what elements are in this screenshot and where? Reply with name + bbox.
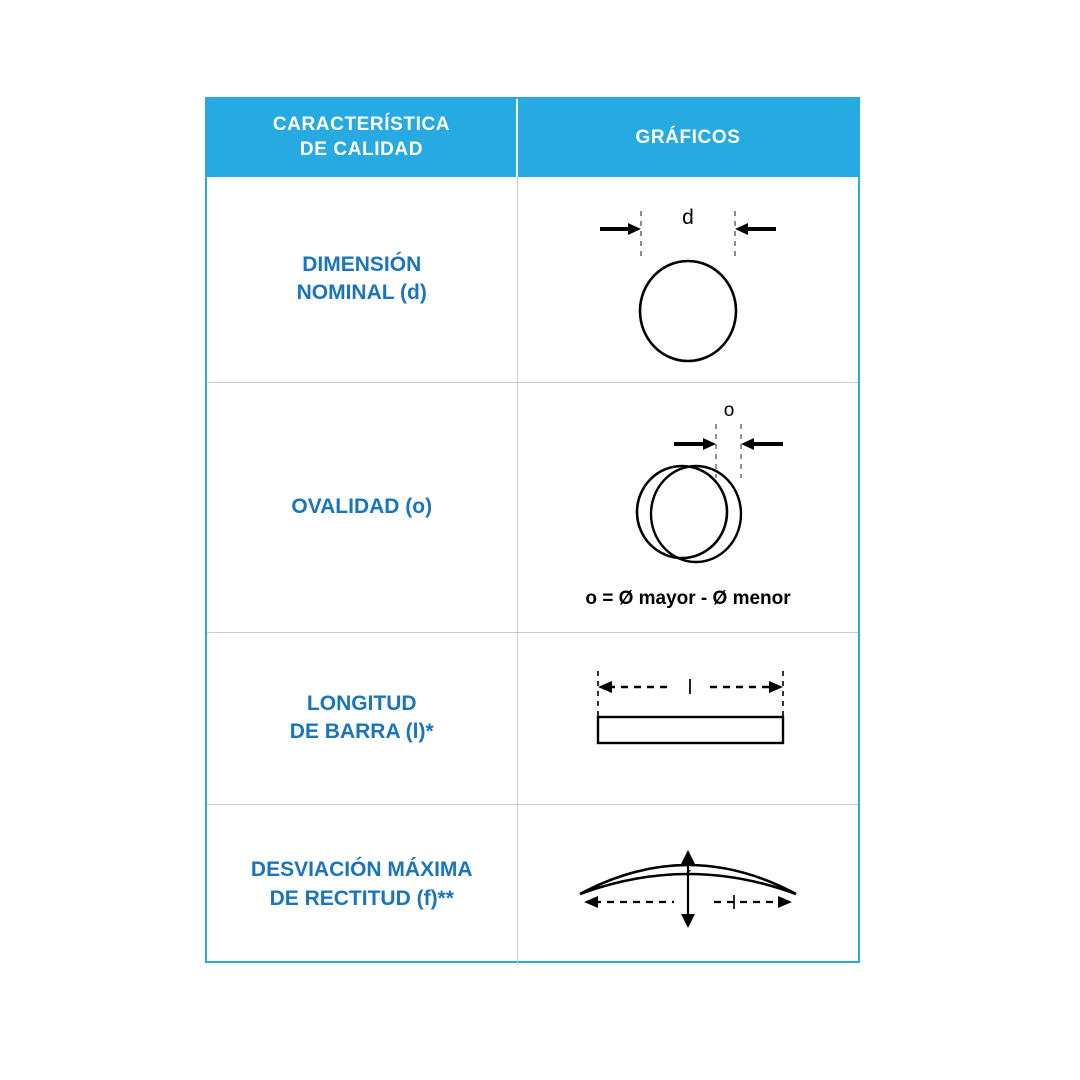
row-label-bar-length bbox=[207, 632, 517, 804]
row-graphic-dimension bbox=[517, 177, 858, 382]
header-graphics: GRÁFICOS bbox=[517, 99, 858, 177]
table-body bbox=[207, 177, 858, 965]
row-graphic-ovality bbox=[517, 382, 858, 632]
row-label-line1: DIMENSIÓN bbox=[302, 252, 422, 276]
table-header bbox=[207, 99, 858, 177]
header-characteristic bbox=[207, 99, 517, 177]
row-label-line2: DE BARRA (l)* bbox=[289, 720, 434, 743]
graphic-label-l: l bbox=[731, 892, 736, 914]
table-row bbox=[207, 804, 858, 965]
circle-with-diameter-arrows bbox=[538, 189, 838, 369]
graphic-label-l: l bbox=[687, 677, 692, 699]
graphic-label-o: o bbox=[723, 400, 735, 421]
curved-bar-straightness-deviation bbox=[538, 820, 838, 950]
quality-characteristics-table bbox=[205, 97, 860, 963]
row-label-line2: DE RECTITUD (f)** bbox=[269, 886, 454, 910]
row-label-ovality bbox=[207, 382, 517, 632]
bar-length-dimension bbox=[538, 653, 838, 783]
header-characteristic-line2: DE CALIDAD bbox=[299, 139, 424, 160]
row-graphic-bar-length bbox=[517, 632, 858, 804]
row-label-line1: LONGITUD bbox=[306, 691, 417, 715]
ovality-caption: o = Ø mayor - Ø menor bbox=[585, 588, 791, 609]
two-overlapping-circles-ovality bbox=[538, 392, 838, 622]
row-label-line2: NOMINAL (d) bbox=[296, 281, 427, 305]
graphic-label-d: d bbox=[681, 206, 694, 230]
row-label-line1: DESVIACIÓN MÁXIMA bbox=[250, 858, 473, 882]
row-label-dimension bbox=[207, 177, 517, 382]
table-row bbox=[207, 177, 858, 382]
table bbox=[207, 99, 858, 965]
header-characteristic-line1: CARACTERÍSTICA bbox=[272, 114, 451, 136]
table-row bbox=[207, 632, 858, 804]
table-row bbox=[207, 382, 858, 632]
header-row bbox=[207, 99, 858, 177]
row-label-straightness bbox=[207, 804, 517, 965]
row-graphic-straightness bbox=[517, 804, 858, 965]
row-label-line1: OVALIDAD (o) bbox=[291, 494, 433, 518]
graphic-label-f: f bbox=[685, 867, 691, 889]
